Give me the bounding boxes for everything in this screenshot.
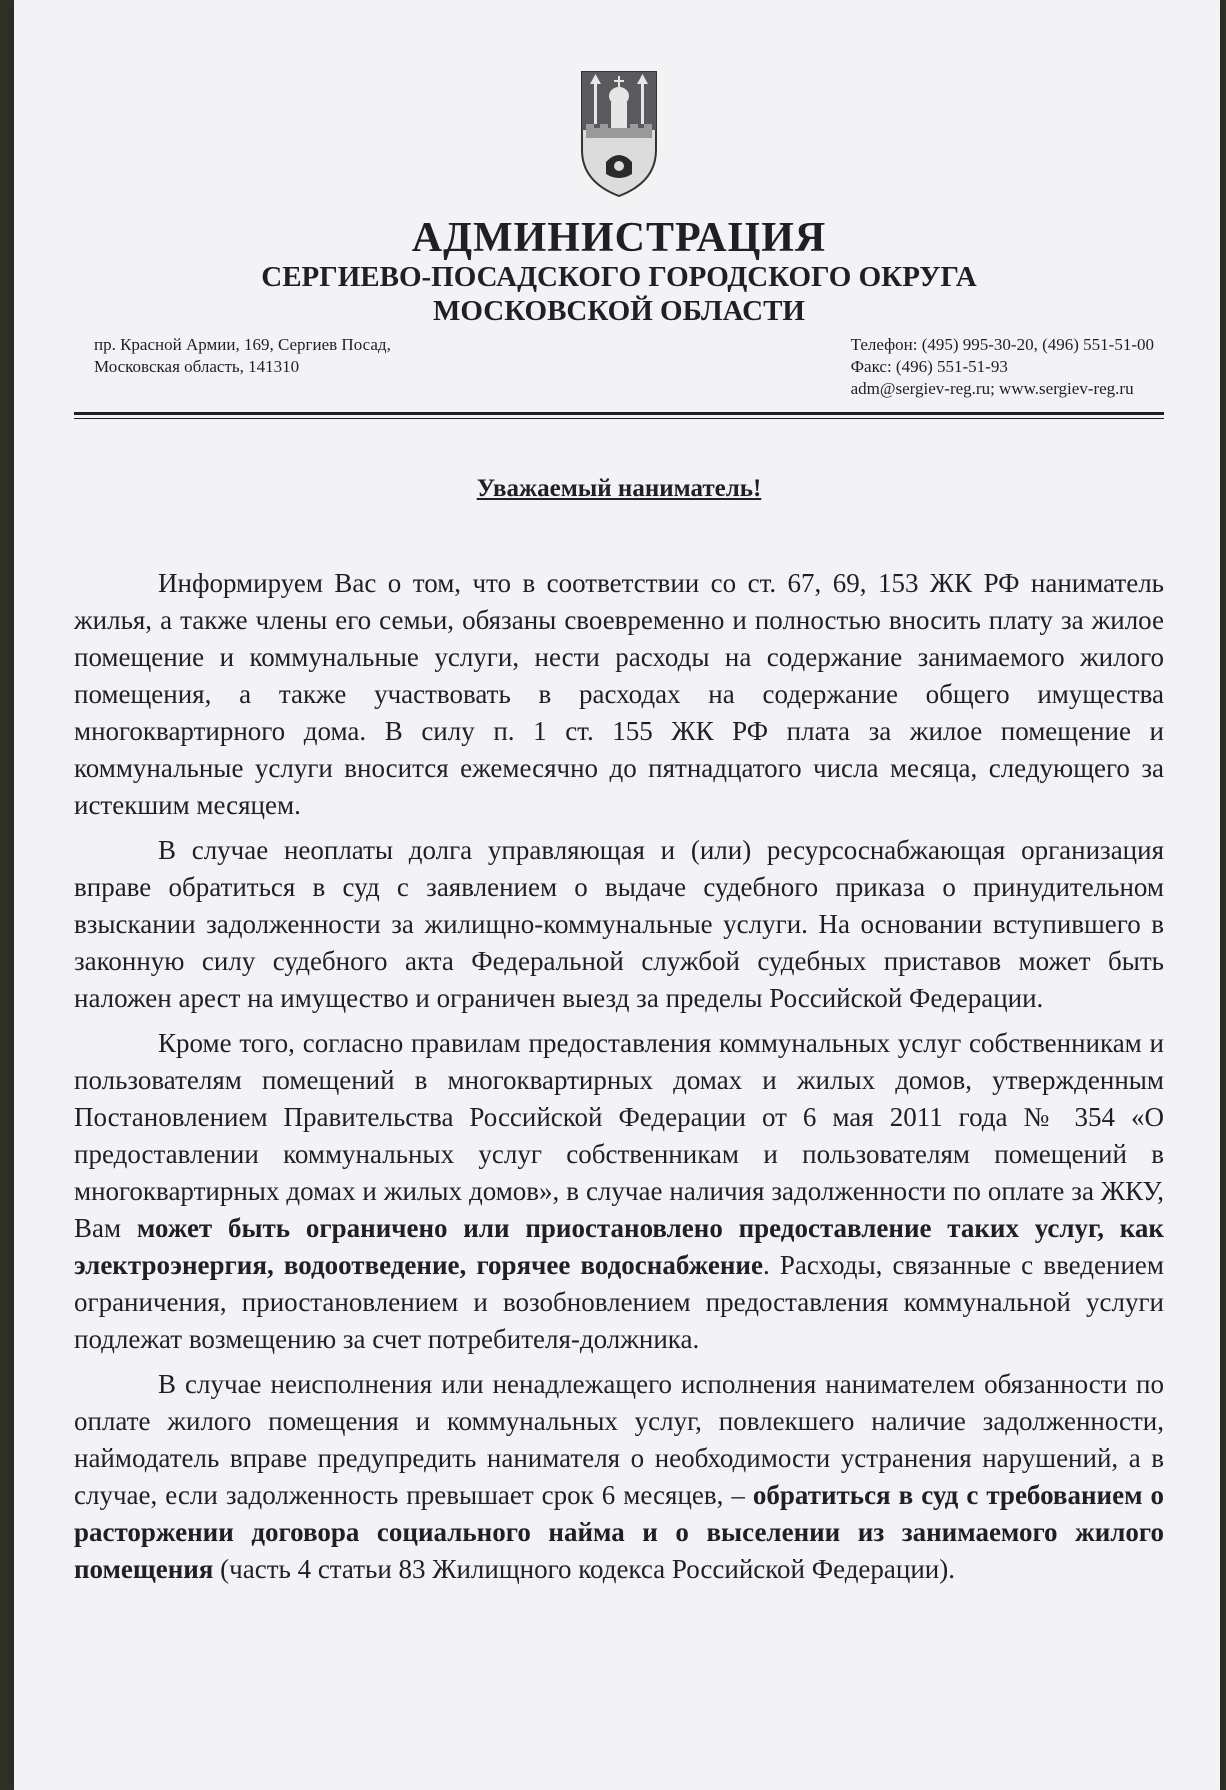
paragraph-2: В случае неоплаты долга управляющая и (или) ресурсоснабжающая организация вправе обратиться в суд с заявлением о выдаче судебного приказа о принудительном взыскании задолженности за жилищно-коммунальные услуги. На основании вступившего в законную силу судебного акта Федеральной службой судебных приставов может быть наложен арест на имущество и ограничен выезд за пределы Российской Федерации. bbox=[74, 835, 1164, 1013]
paragraph-1: Информируем Вас о том, что в соответствии со ст. 67, 69, 153 ЖК РФ наниматель жилья, а также члены его семьи, обязаны своевременно и полностью вносить плату за жилое помещение и коммунальные услуги, нести расходы на содержание занимаемого жилого помещения, а также участвовать в расходах на содержание общего имущества многоквартирного дома. В силу п. 1 ст. 155 ЖК РФ плата за жилое помещение и коммунальные услуги вносится ежемесячно до пятнадцатого числа месяца, следующего за истекшим месяцем. bbox=[74, 568, 1164, 820]
document-page bbox=[14, 0, 1220, 1790]
contact-details bbox=[851, 334, 1164, 400]
fax-line: Факс: (496) 551-51-93 bbox=[850, 357, 1008, 376]
address-line1: пр. Красной Армии, 169, Сергиев Посад, bbox=[94, 335, 391, 354]
address-line2: Московская область, 141310 bbox=[94, 357, 300, 376]
paragraph-3-end: . Расходы, связанные с введением ограничения, приостановлением и возобновлением предоставления коммунальной услуги подлежат возмещению за счет потребителя-должника. bbox=[74, 1250, 1164, 1354]
phone-line: Телефон: (495) 995-30-20, (496) 551-51-00 bbox=[850, 335, 1154, 354]
header-divider-thick bbox=[74, 412, 1164, 415]
salutation: Уважаемый наниматель! bbox=[476, 475, 762, 502]
paragraph-3-start: Кроме того, согласно правилам предоставления коммунальных услуг собственникам и пользователям помещений в многоквартирных домах и жилых домов, утвержденным Постановлением Правительства Российской Федерации от 6 мая 2011 года № 354 «О предоставлении коммунальных услуг собственникам и пользователям помещений в многоквартирных домах и жилых домов», в случае наличия задолженности по оплате за ЖКУ, Вам bbox=[74, 1028, 1164, 1243]
org-subtitle-line2: МОСКОВСКОЙ ОБЛАСТИ bbox=[432, 295, 805, 327]
letter-content bbox=[74, 70, 1164, 1596]
letter-body bbox=[74, 565, 1164, 1588]
paragraph-4-start: В случае неисполнения или ненадлежащего исполнения нанимателем обязанности по оплате жилого помещения и коммунальных услуг, повлекшего наличие задолженности, наймодатель вправе предупредить нанимателя о необходимости устранения нарушений, а в случае, если задолженность превышает срок 6 месяцев, – bbox=[74, 1369, 1164, 1510]
coat-of-arms-icon bbox=[580, 70, 658, 198]
paragraph-4-end: (часть 4 статьи 83 Жилищного кодекса Российской Федерации). bbox=[213, 1554, 955, 1584]
paragraph-4 bbox=[74, 1366, 1164, 1588]
paragraph-3 bbox=[74, 1025, 1164, 1358]
paragraph-3-emphasis: может быть ограничено или приостановлено предоставление таких услуг, как электроэнергия, водоотведение, горячее водоснабжение bbox=[74, 1213, 1164, 1280]
address-block bbox=[74, 334, 391, 400]
org-title: АДМИНИСТРАЦИЯ bbox=[411, 215, 827, 261]
org-subtitle-line1: СЕРГИЕВО-ПОСАДСКОГО ГОРОДСКОГО ОКРУГА bbox=[261, 261, 977, 293]
email-web-line: adm@sergiev-reg.ru; www.sergiev-reg.ru bbox=[850, 379, 1134, 398]
paragraph-4-emphasis: обратиться в суд с требованием о расторжении договора социального найма и о выселении из занимаемого жилого помещения bbox=[74, 1480, 1164, 1584]
header-divider-thin bbox=[74, 418, 1164, 419]
contacts-block bbox=[74, 334, 1164, 400]
